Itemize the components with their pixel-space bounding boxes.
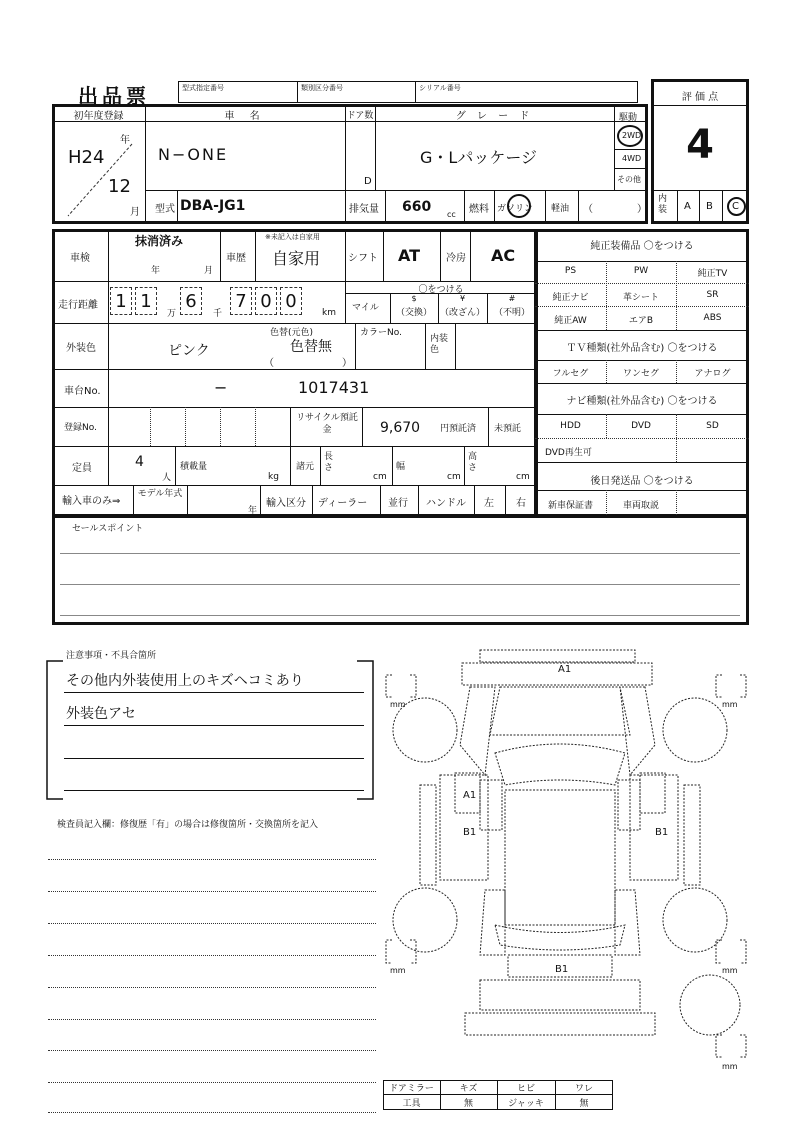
equip-aw: 純正AW (554, 316, 587, 326)
era-year: H24 (68, 147, 105, 168)
equip-pw: PW (633, 266, 649, 276)
capacity-label: 定員 (72, 463, 92, 474)
later-title: 後日発送品 〇をつける (590, 476, 694, 487)
drive-2wd: 2WD (622, 131, 642, 140)
legend-crack: ヒビ (516, 1084, 535, 1094)
interior-color-label: 内装色 (430, 334, 449, 355)
legend-tools: 工具 (402, 1099, 421, 1109)
model-label: 型式 (155, 204, 175, 215)
mileage-man-unit: 万 (167, 309, 177, 319)
inspection-label: 車検 (70, 253, 90, 264)
ac-value: AC (491, 246, 516, 265)
equipment-title: 純正装備品 〇をつける (590, 241, 694, 252)
sales-point-label: セールスポイント (72, 524, 144, 534)
width-label: 幅 (396, 462, 406, 472)
later-warranty: 新車保証書 (547, 501, 593, 511)
equip-tv: 純正TV (697, 269, 728, 279)
width-cm-unit: cm (447, 472, 461, 482)
shift-label: シフト (348, 253, 378, 264)
reg-month: 12 (108, 176, 131, 197)
mileage-digit: 0 (280, 287, 302, 315)
form-title: 出品票 (78, 84, 150, 108)
recycle-value: 9,670 (380, 420, 421, 436)
unknown-symbol: # (508, 294, 516, 303)
length-label: 長さ (324, 452, 334, 473)
model-value: DBA-JG1 (180, 198, 246, 214)
mileage-digit: 1 (110, 287, 132, 315)
altered-symbol: ¥ (459, 294, 466, 303)
length-cm-unit: cm (373, 472, 387, 482)
repaint-paren-open: （ (264, 358, 274, 369)
cc-unit: cc (447, 210, 456, 219)
recycle-label: リサイクル預託金 (296, 413, 358, 435)
interior-label: 内装 (658, 194, 668, 215)
tv-oneseg: ワンセグ (622, 369, 659, 379)
height-cm-unit: cm (516, 472, 530, 482)
drive-other: その他 (617, 175, 641, 184)
mileage-digit: 1 (135, 287, 157, 315)
score-label: 評 価 点 (681, 92, 719, 103)
parallel-option: 並行 (388, 498, 408, 509)
exterior-color-value: ピンク (168, 343, 210, 359)
fuel-light-oil: 軽油 (551, 204, 570, 214)
fuel-gasoline-circle (507, 194, 531, 218)
repaint-paren-close: ） (342, 358, 352, 369)
chassis-prefix: − (214, 378, 228, 397)
legend-tools-value: 無 (463, 1099, 473, 1109)
door-unit: D (364, 176, 372, 187)
inspection-month-unit: 月 (204, 266, 214, 276)
tv-fullseg: フルセグ (552, 369, 589, 379)
equip-navi: 純正ナビ (552, 293, 589, 303)
mm-front-left: mm (390, 700, 406, 709)
capacity-person-unit: 人 (162, 473, 172, 483)
class-no-label: 類別区分番号 (301, 84, 343, 92)
fuel-label: 燃料 (469, 204, 489, 215)
equip-airbag: エアB (628, 316, 654, 326)
inspection-value: 抹消済み (135, 234, 184, 248)
legend-mirror: ドアミラー (389, 1084, 434, 1094)
diagram-a1-door: A1 (463, 790, 477, 801)
shift-value: AT (398, 246, 421, 265)
import-class-label: 輸入区分 (266, 498, 306, 509)
mm-rear-right: mm (722, 966, 738, 975)
drive-label: 駆動 (619, 113, 638, 123)
displacement-value: 660 (402, 199, 432, 215)
model-year-label: モデル年式 (137, 489, 183, 499)
mm-spare: mm (722, 1062, 738, 1071)
mileage-digit: 6 (180, 287, 202, 315)
model-year-unit: 年 (248, 506, 258, 516)
first-reg-label: 初年度登録 (73, 111, 124, 122)
notes-line2: 外装色アセ (66, 706, 136, 722)
tv-title: ＴＶ種類(社外品含む) 〇をつける (566, 343, 718, 354)
navi-sd: SD (706, 421, 719, 431)
diagram-b1-rear: B1 (555, 964, 569, 975)
equip-abs: ABS (703, 313, 722, 323)
exterior-color-label: 外装色 (66, 343, 96, 354)
repaint-label: 色替(元色) (270, 328, 314, 338)
drive-2wd-circle (617, 125, 643, 147)
legend-scratch: キズ (459, 1084, 478, 1094)
interior-c: C (732, 201, 739, 212)
score-value: 4 (686, 122, 714, 168)
load-kg-unit: kg (268, 472, 279, 482)
navi-dvd-play: DVD再生可 (545, 448, 592, 458)
fuel-paren-open: （ (583, 204, 593, 215)
mileage-digit: 7 (230, 287, 252, 315)
drive-4wd: 4WD (622, 154, 642, 163)
navi-hdd: HDD (560, 421, 581, 431)
registration-label: 登録No. (64, 423, 97, 433)
import-label: 輸入車のみ⇒ (62, 496, 121, 507)
mileage-km-unit: km (322, 308, 336, 318)
equip-ps: PS (564, 266, 577, 276)
navi-title: ナビ種類(社外品含む) 〇をつける (566, 396, 718, 407)
mileage-circle-note: 〇をつける (418, 285, 464, 295)
repaint-value: 色替無 (290, 339, 332, 355)
legend-break: ワレ (574, 1084, 593, 1094)
car-name: N−ONE (158, 145, 229, 164)
diagram-a1-front: A1 (558, 664, 572, 675)
date-slash (60, 140, 140, 220)
history-label: 車歴 (226, 253, 246, 264)
history-value: 自家用 (272, 249, 321, 268)
interior-c-circle (727, 197, 746, 216)
id-number-box (178, 81, 638, 103)
year-unit: 年 (120, 135, 130, 146)
interior-a: A (684, 201, 691, 212)
mileage-mile: マイル (352, 303, 379, 313)
equip-sr: SR (706, 290, 719, 300)
displacement-label: 排気量 (349, 204, 379, 215)
recycle-not-paid: 未預託 (494, 424, 522, 434)
load-label: 積載量 (180, 462, 208, 472)
handle-label: ハンドル (426, 498, 466, 509)
grade-label: グ レ ー ド (455, 111, 534, 122)
mileage-altered: （改ざん） (439, 308, 485, 318)
left-option: 左 (484, 498, 494, 509)
tv-analog: アナログ (694, 369, 731, 379)
mm-rear-left: mm (390, 966, 406, 975)
dims-label: 諸元 (296, 462, 315, 472)
legend-jack-value: 無 (579, 1099, 589, 1109)
capacity-value: 4 (135, 454, 144, 470)
mm-front-right: mm (722, 700, 738, 709)
chassis-label: 車台No. (64, 386, 101, 397)
mileage-exchange: （交換） (395, 308, 432, 318)
notes-line1: その他内外装使用上のキズヘコミあり (66, 673, 304, 689)
navi-dvd: DVD (631, 421, 651, 431)
mileage-label: 走行距離 (58, 300, 98, 311)
legend-jack: ジャッキ (508, 1099, 544, 1109)
history-note: ※未記入は自家用 (265, 233, 320, 241)
exchange-symbol: $ (411, 294, 417, 303)
height-label: 高さ (468, 452, 478, 473)
later-manual: 車両取説 (622, 501, 659, 511)
car-diagram (380, 635, 760, 1075)
serial-no-label: シリアル番号 (419, 84, 461, 92)
mileage-sen-unit: 千 (213, 309, 223, 319)
equip-leather: 革シート (622, 293, 659, 303)
grade-value: G・Lパッケージ (420, 148, 537, 167)
car-name-label: 車 名 (224, 111, 266, 122)
mileage-digit: 0 (255, 287, 277, 315)
sales-point-box (52, 515, 749, 625)
door-label: ドア数 (346, 111, 374, 121)
month-unit: 月 (130, 207, 140, 218)
inspection-year-unit: 年 (151, 266, 161, 276)
fuel-gasoline: ガソリン (497, 204, 534, 214)
inspector-label: 検査員記入欄：修復歴「有」の場合は修復箇所・交換箇所を記入 (57, 820, 319, 830)
diagram-b1-left: B1 (463, 827, 477, 838)
dealer-option: ディーラー (318, 498, 368, 509)
color-no-label: カラーNo. (360, 328, 402, 338)
notes-label: 注意事項・不具合箇所 (66, 651, 157, 661)
ac-label: 冷房 (446, 253, 466, 264)
chassis-number: 1017431 (298, 378, 370, 397)
right-option: 右 (516, 498, 526, 509)
fuel-paren-close: ） (637, 204, 647, 215)
interior-b: B (706, 201, 713, 212)
diagram-b1-right: B1 (655, 827, 669, 838)
mileage-unknown: （不明） (493, 308, 530, 318)
recycle-paid: 円預託済 (440, 424, 477, 434)
model-no-label: 型式指定番号 (182, 84, 224, 92)
